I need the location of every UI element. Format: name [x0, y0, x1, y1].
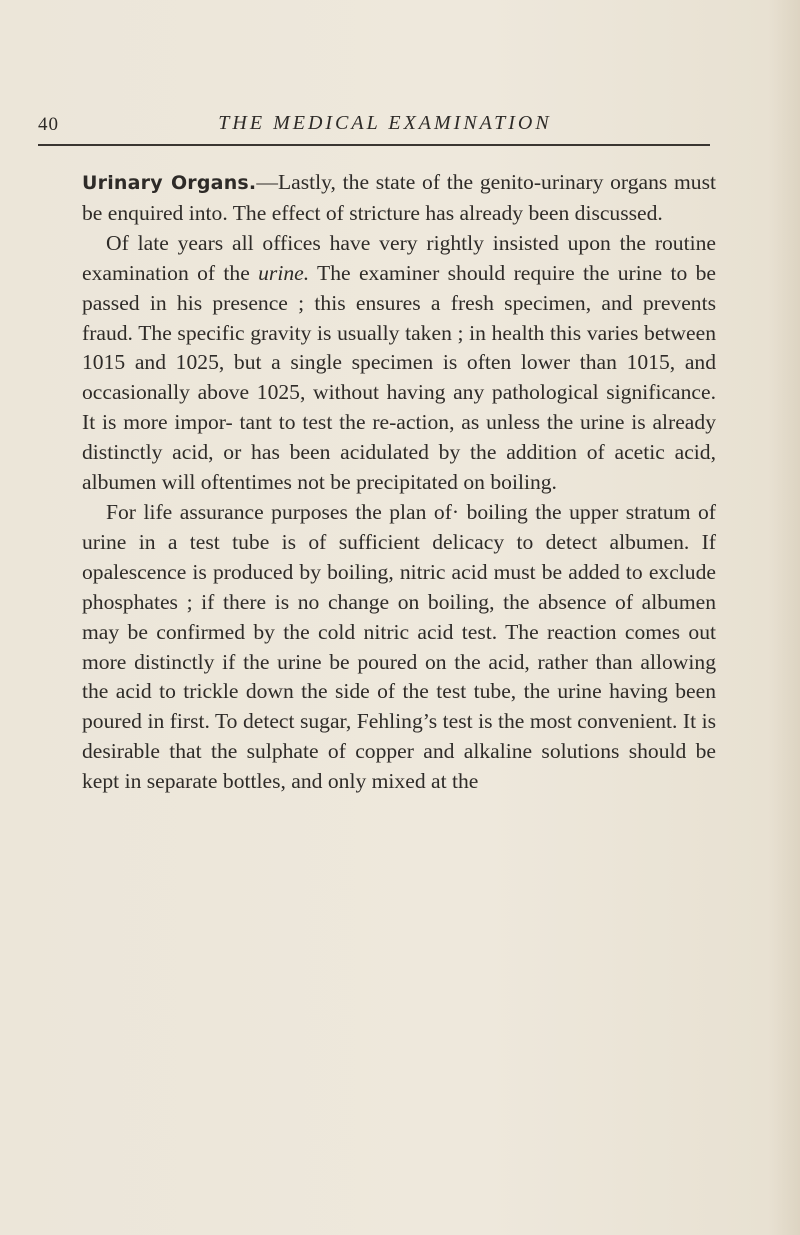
body-text [82, 168, 716, 797]
italic-term: urine. [258, 260, 310, 285]
paragraph-text: Of late years all offices have very rightly insisted upon the routine examination of the [82, 230, 716, 285]
section-heading: Urinary Organs. [82, 172, 257, 194]
page-header [38, 112, 710, 146]
paragraph-text: —Lastly, the state of the genito-urinary organs must be enquired into. The effect of stricture has already been discussed. [82, 170, 716, 225]
paragraph-text: The examiner should require the urine to be passed in his presence ; this ensures a fresh specimen, and prevents fraud. The specific gravity is usually taken ; in health this varies between 1015 and 1025, but a single specimen is often lower than 1015, and occasionally above 1025, without having any pathological significance. It is more impor- tant to test the re-action, as unless the urine is already distinctly acid, or has been acidulated by the addition of acetic acid, albumen will oftentimes not be precipitated on boiling. [82, 260, 716, 495]
paragraph-life-assurance [82, 498, 716, 797]
running-head: THE MEDICAL EXAMINATION [218, 112, 552, 134]
paragraph-text: For life assurance purposes the plan of· boiling the upper stratum of urine in a test tube is of sufficient delicacy to detect albumen. If opalescence is produced by boiling, nitric acid must be added to exclude phosphates ; if there is no change on boiling, the absence of albumen may be confirmed by the cold nitric acid test. The reaction comes out more distinctly if the urine be poured on the acid, rather than allowing the acid to trickle down the side of the test tube, the urine having been poured in first. To detect sugar, Fehling’s test is the most convenient. It is desirable that the sulphate of copper and alkaline solutions should be kept in separate bottles, and only mixed at the [82, 499, 716, 794]
paragraph-urinary-organs [82, 168, 716, 229]
paragraph-urine-examination [82, 229, 716, 498]
page-number: 40 [38, 114, 59, 135]
